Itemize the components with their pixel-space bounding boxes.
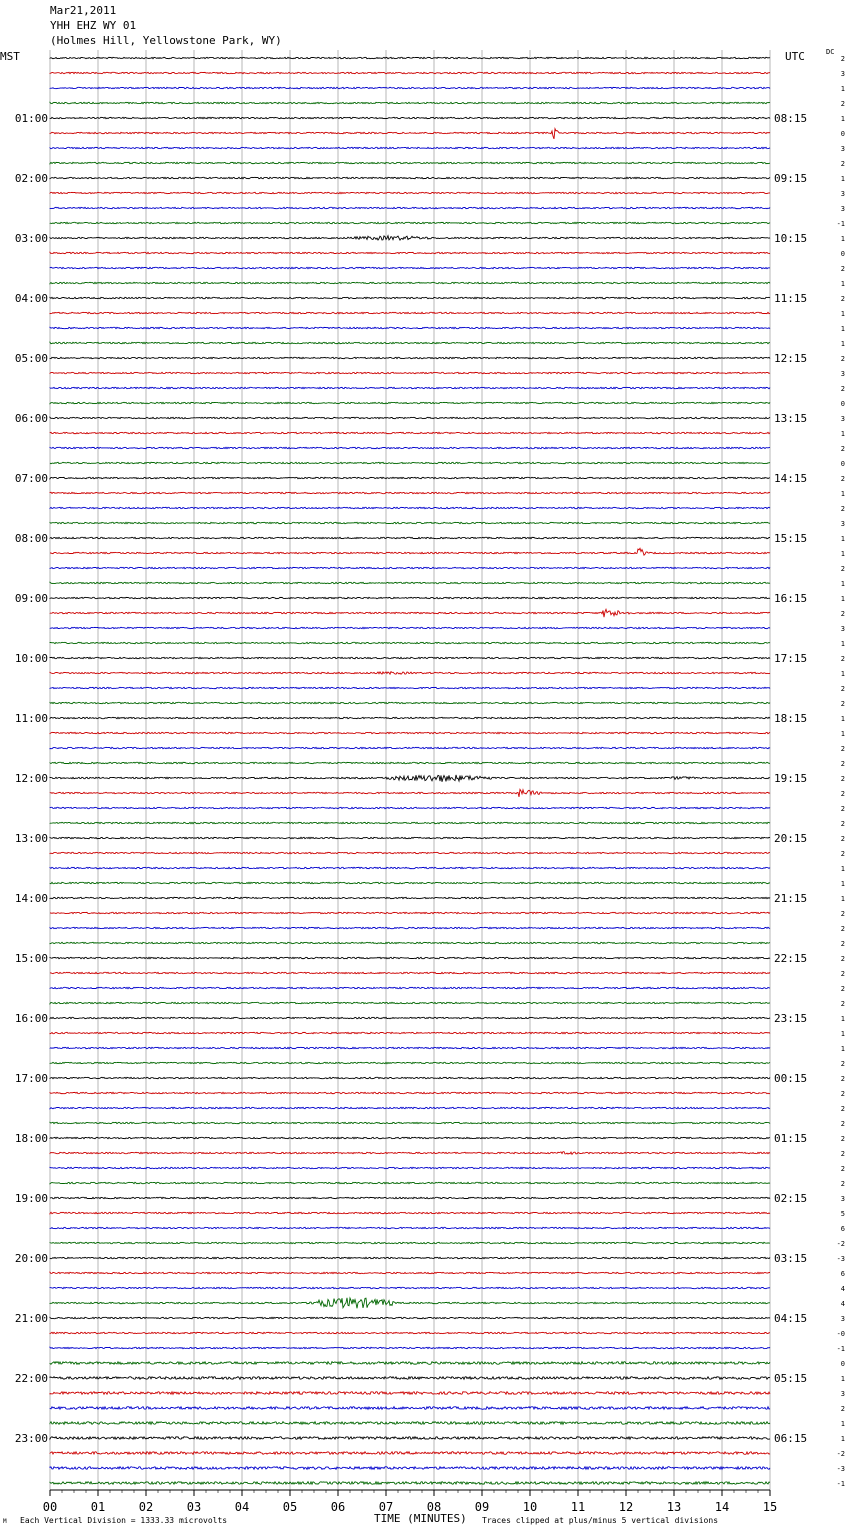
trace-52 [50, 837, 770, 838]
trace-14 [50, 267, 770, 268]
dc-offset-84: 3 [840, 1315, 845, 1323]
trace-6 [50, 147, 770, 148]
dc-offset-90: 2 [840, 1405, 845, 1413]
mst-label-7: 08:00 [14, 532, 48, 545]
clip-note: Traces clipped at plus/minus 5 vertical divisions [482, 1516, 719, 1525]
dc-offset-65: 1 [840, 1030, 845, 1038]
trace-46 [50, 747, 770, 748]
trace-76 [50, 1197, 770, 1198]
trace-61 [50, 972, 770, 973]
utc-label-19: 03:15 [774, 1252, 808, 1265]
trace-47 [50, 762, 770, 763]
trace-67 [50, 1062, 770, 1063]
utc-label-1: 09:15 [774, 172, 808, 185]
dc-offset-66: 1 [840, 1045, 845, 1053]
trace-60 [50, 957, 770, 958]
trace-66 [50, 1047, 770, 1048]
mst-label-19: 20:00 [14, 1252, 48, 1265]
trace-5 [50, 129, 770, 139]
trace-2 [50, 87, 770, 88]
dc-offset-23: 0 [840, 400, 845, 408]
dc-offset-13: 0 [840, 250, 845, 258]
dc-offset-45: 1 [840, 730, 845, 738]
dc-offset-39: 1 [840, 640, 845, 648]
trace-29 [50, 492, 770, 493]
utc-label-0: 08:15 [774, 112, 808, 125]
dc-offset-51: 2 [840, 820, 845, 828]
trace-91 [50, 1422, 770, 1425]
trace-88 [50, 1377, 770, 1380]
dc-offset-73: 2 [840, 1150, 845, 1158]
utc-label-2: 10:15 [774, 232, 808, 245]
trace-10 [50, 207, 770, 208]
dc-offset-52: 2 [840, 835, 845, 843]
trace-38 [50, 627, 770, 628]
trace-40 [50, 657, 770, 658]
utc-label-22: 06:15 [774, 1432, 808, 1445]
dc-offset-89: 3 [840, 1390, 845, 1398]
trace-86 [50, 1347, 770, 1348]
trace-90 [50, 1407, 770, 1410]
trace-11 [50, 222, 770, 223]
trace-74 [50, 1167, 770, 1168]
trace-18 [50, 327, 770, 328]
trace-89 [50, 1392, 770, 1395]
dc-offset-71: 2 [840, 1120, 845, 1128]
trace-75 [50, 1182, 770, 1183]
dc-offset-49: 2 [840, 790, 845, 798]
dc-offset-14: 2 [840, 265, 845, 273]
utc-label-16: 00:15 [774, 1072, 808, 1085]
dc-offset-56: 1 [840, 895, 845, 903]
trace-13 [50, 252, 770, 253]
dc-offset-36: 1 [840, 595, 845, 603]
dc-offset-27: 0 [840, 460, 845, 468]
x-tick-label-2: 02 [138, 1500, 154, 1514]
x-tick-label-7: 07 [378, 1500, 394, 1514]
dc-offset-48: 2 [840, 775, 845, 783]
trace-53 [50, 852, 770, 853]
mst-label-3: 04:00 [14, 292, 48, 305]
trace-33 [50, 548, 770, 555]
trace-85 [50, 1332, 770, 1333]
trace-80 [50, 1257, 770, 1258]
dc-offset-64: 1 [840, 1015, 845, 1023]
dc-offset-25: 1 [840, 430, 845, 438]
mst-label-6: 07:00 [14, 472, 48, 485]
utc-label-7: 15:15 [774, 532, 808, 545]
trace-57 [50, 912, 770, 913]
dc-offset-20: 2 [840, 355, 845, 363]
utc-label-5: 13:15 [774, 412, 808, 425]
dc-offset-46: 2 [840, 745, 845, 753]
mst-label-18: 19:00 [14, 1192, 48, 1205]
utc-label-6: 14:15 [774, 472, 808, 485]
dc-offset-40: 2 [840, 655, 845, 663]
mst-label-14: 15:00 [14, 952, 48, 965]
x-tick-label-13: 13 [666, 1500, 682, 1514]
dc-offset-0: 2 [840, 55, 845, 63]
mst-label-15: 16:00 [14, 1012, 48, 1025]
dc-offset-29: 1 [840, 490, 845, 498]
x-tick-label-4: 04 [234, 1500, 250, 1514]
utc-label-17: 01:15 [774, 1132, 808, 1145]
trace-20 [50, 357, 770, 358]
dc-offset-26: 2 [840, 445, 845, 453]
trace-77 [50, 1212, 770, 1213]
trace-22 [50, 387, 770, 388]
dc-offset-24: 3 [840, 415, 845, 423]
x-axis-label: TIME (MINUTES) [374, 1512, 467, 1525]
trace-94 [50, 1467, 770, 1470]
dc-offset-57: 2 [840, 910, 845, 918]
trace-30 [50, 507, 770, 508]
dc-offset-54: 1 [840, 865, 845, 873]
dc-offset-78: 6 [840, 1225, 845, 1233]
dc-offset-87: 0 [840, 1360, 845, 1368]
trace-51 [50, 822, 770, 823]
mst-label-2: 03:00 [14, 232, 48, 245]
mst-label-8: 09:00 [14, 592, 48, 605]
dc-offset-38: 3 [840, 625, 845, 633]
x-tick-label-1: 01 [90, 1500, 106, 1514]
dc-offset-28: 2 [840, 475, 845, 483]
x-tick-label-8: 08 [426, 1500, 442, 1514]
dc-offset-55: 1 [840, 880, 845, 888]
dc-title: DC [826, 48, 835, 56]
dc-offset-79: -2 [836, 1240, 845, 1248]
dc-offset-75: 2 [840, 1180, 845, 1188]
dc-offset-15: 1 [840, 280, 845, 288]
utc-label-4: 12:15 [774, 352, 808, 365]
trace-26 [50, 447, 770, 448]
trace-62 [50, 987, 770, 988]
dc-offset-86: -1 [836, 1345, 845, 1353]
dc-offset-88: 1 [840, 1375, 845, 1383]
x-tick-label-12: 12 [618, 1500, 634, 1514]
dc-offset-60: 2 [840, 955, 845, 963]
dc-offset-22: 2 [840, 385, 845, 393]
dc-offset-9: 3 [840, 190, 845, 198]
trace-55 [50, 882, 770, 883]
dc-offset-35: 1 [840, 580, 845, 588]
trace-79 [50, 1242, 770, 1243]
dc-offset-7: 2 [840, 160, 845, 168]
dc-offset-81: 6 [840, 1270, 845, 1278]
dc-offset-1: 3 [840, 70, 845, 78]
x-tick-label-9: 09 [474, 1500, 490, 1514]
dc-offset-10: 3 [840, 205, 845, 213]
trace-71 [50, 1122, 770, 1123]
mst-label-9: 10:00 [14, 652, 48, 665]
header-location: (Holmes Hill, Yellowstone Park, WY) [50, 34, 282, 47]
dc-offset-43: 2 [840, 700, 845, 708]
trace-48 [50, 775, 770, 782]
trace-31 [50, 522, 770, 523]
trace-25 [50, 432, 770, 433]
dc-offset-92: 1 [840, 1435, 845, 1443]
trace-64 [50, 1017, 770, 1018]
dc-offset-2: 1 [840, 85, 845, 93]
dc-offset-94: -3 [836, 1465, 845, 1473]
trace-45 [50, 732, 770, 733]
utc-label-14: 22:15 [774, 952, 808, 965]
trace-41 [50, 672, 770, 675]
dc-offset-17: 1 [840, 310, 845, 318]
trace-4 [50, 117, 770, 118]
dc-offset-68: 2 [840, 1075, 845, 1083]
trace-49 [50, 789, 770, 797]
dc-offset-37: 2 [840, 610, 845, 618]
trace-84 [50, 1317, 770, 1318]
trace-39 [50, 642, 770, 643]
trace-27 [50, 462, 770, 463]
footer-mark: M [3, 1518, 7, 1525]
dc-offset-69: 2 [840, 1090, 845, 1098]
trace-43 [50, 702, 770, 703]
utc-label-10: 18:15 [774, 712, 808, 725]
mst-label-17: 18:00 [14, 1132, 48, 1145]
trace-70 [50, 1107, 770, 1108]
trace-3 [50, 102, 770, 103]
dc-offset-58: 2 [840, 925, 845, 933]
utc-label-18: 02:15 [774, 1192, 808, 1205]
dc-offset-4: 1 [840, 115, 845, 123]
dc-offset-61: 2 [840, 970, 845, 978]
trace-69 [50, 1092, 770, 1093]
trace-78 [50, 1227, 770, 1228]
trace-34 [50, 567, 770, 568]
dc-offset-12: 1 [840, 235, 845, 243]
dc-offset-8: 1 [840, 175, 845, 183]
mst-label-13: 14:00 [14, 892, 48, 905]
dc-offset-3: 2 [840, 100, 845, 108]
x-tick-label-0: 00 [42, 1500, 58, 1514]
mst-label-21: 22:00 [14, 1372, 48, 1385]
utc-label-13: 21:15 [774, 892, 808, 905]
dc-offset-33: 1 [840, 550, 845, 558]
dc-offset-53: 2 [840, 850, 845, 858]
dc-offset-91: 1 [840, 1420, 845, 1428]
trace-1 [50, 72, 770, 73]
mst-label-20: 21:00 [14, 1312, 48, 1325]
trace-35 [50, 582, 770, 583]
dc-offset-72: 2 [840, 1135, 845, 1143]
dc-offset-21: 3 [840, 370, 845, 378]
dc-offset-6: 3 [840, 145, 845, 153]
trace-19 [50, 342, 770, 343]
trace-82 [50, 1287, 770, 1288]
trace-21 [50, 372, 770, 373]
trace-15 [50, 282, 770, 283]
dc-offset-63: 2 [840, 1000, 845, 1008]
utc-label-21: 05:15 [774, 1372, 808, 1385]
dc-offset-31: 3 [840, 520, 845, 528]
x-tick-label-10: 10 [522, 1500, 538, 1514]
dc-offset-59: 2 [840, 940, 845, 948]
trace-95 [50, 1482, 770, 1485]
mst-label-1: 02:00 [14, 172, 48, 185]
dc-offset-18: 1 [840, 325, 845, 333]
trace-12 [50, 236, 770, 240]
trace-72 [50, 1137, 770, 1138]
trace-24 [50, 417, 770, 418]
dc-offset-16: 2 [840, 295, 845, 303]
x-tick-label-3: 03 [186, 1500, 202, 1514]
trace-81 [50, 1272, 770, 1273]
dc-offset-93: -2 [836, 1450, 845, 1458]
x-tick-label-15: 15 [762, 1500, 778, 1514]
trace-54 [50, 867, 770, 868]
utc-label-3: 11:15 [774, 292, 808, 305]
dc-offset-82: 4 [840, 1285, 845, 1293]
x-tick-label-11: 11 [570, 1500, 586, 1514]
dc-offset-70: 2 [840, 1105, 845, 1113]
trace-8 [50, 177, 770, 178]
trace-36 [50, 597, 770, 598]
dc-offset-11: -1 [836, 220, 845, 228]
mst-label-11: 12:00 [14, 772, 48, 785]
trace-42 [50, 687, 770, 688]
header-station: YHH EHZ WY 01 [50, 19, 137, 32]
trace-56 [50, 897, 770, 898]
mst-label-22: 23:00 [14, 1432, 48, 1445]
trace-65 [50, 1032, 770, 1033]
trace-68 [50, 1077, 770, 1078]
trace-23 [50, 402, 770, 403]
trace-0 [50, 57, 770, 58]
trace-16 [50, 297, 770, 298]
mst-axis-title: MST [0, 50, 20, 63]
dc-offset-50: 2 [840, 805, 845, 813]
x-tick-label-5: 05 [282, 1500, 298, 1514]
dc-offset-41: 1 [840, 670, 845, 678]
utc-label-11: 19:15 [774, 772, 808, 785]
trace-9 [50, 192, 770, 193]
mst-label-5: 06:00 [14, 412, 48, 425]
dc-offset-44: 1 [840, 715, 845, 723]
trace-92 [50, 1437, 770, 1440]
trace-63 [50, 1002, 770, 1003]
dc-offset-62: 2 [840, 985, 845, 993]
utc-label-9: 17:15 [774, 652, 808, 665]
trace-50 [50, 807, 770, 808]
trace-73 [50, 1152, 770, 1155]
header-date: Mar21,2011 [50, 4, 117, 17]
trace-58 [50, 927, 770, 928]
dc-offset-5: 0 [840, 130, 845, 138]
utc-axis-title: UTC [785, 50, 805, 63]
mst-label-10: 11:00 [14, 712, 48, 725]
dc-offset-42: 2 [840, 685, 845, 693]
trace-37 [50, 609, 770, 617]
trace-83 [50, 1298, 770, 1309]
mst-label-4: 05:00 [14, 352, 48, 365]
dc-offset-34: 2 [840, 565, 845, 573]
dc-offset-83: 4 [840, 1300, 845, 1308]
utc-label-20: 04:15 [774, 1312, 808, 1325]
trace-28 [50, 477, 770, 478]
dc-offset-67: 2 [840, 1060, 845, 1068]
trace-17 [50, 312, 770, 313]
dc-offset-76: 3 [840, 1195, 845, 1203]
mst-label-12: 13:00 [14, 832, 48, 845]
utc-label-15: 23:15 [774, 1012, 808, 1025]
dc-offset-32: 1 [840, 535, 845, 543]
trace-32 [50, 537, 770, 538]
dc-offset-47: 2 [840, 760, 845, 768]
utc-label-12: 20:15 [774, 832, 808, 845]
scale-note: Each Vertical Division = 1333.33 microvolts [20, 1516, 228, 1525]
dc-offset-30: 2 [840, 505, 845, 513]
x-tick-label-6: 06 [330, 1500, 346, 1514]
dc-offset-95: -1 [836, 1480, 845, 1488]
mst-label-0: 01:00 [14, 112, 48, 125]
dc-offset-80: -3 [836, 1255, 845, 1263]
trace-59 [50, 942, 770, 943]
dc-offset-74: 2 [840, 1165, 845, 1173]
mst-label-16: 17:00 [14, 1072, 48, 1085]
dc-offset-19: 1 [840, 340, 845, 348]
x-tick-label-14: 14 [714, 1500, 730, 1514]
trace-87 [50, 1362, 770, 1365]
utc-label-8: 16:15 [774, 592, 808, 605]
dc-offset-77: 5 [840, 1210, 845, 1218]
trace-7 [50, 162, 770, 163]
dc-offset-85: -0 [836, 1330, 845, 1338]
trace-44 [50, 717, 770, 718]
trace-93 [50, 1452, 770, 1455]
